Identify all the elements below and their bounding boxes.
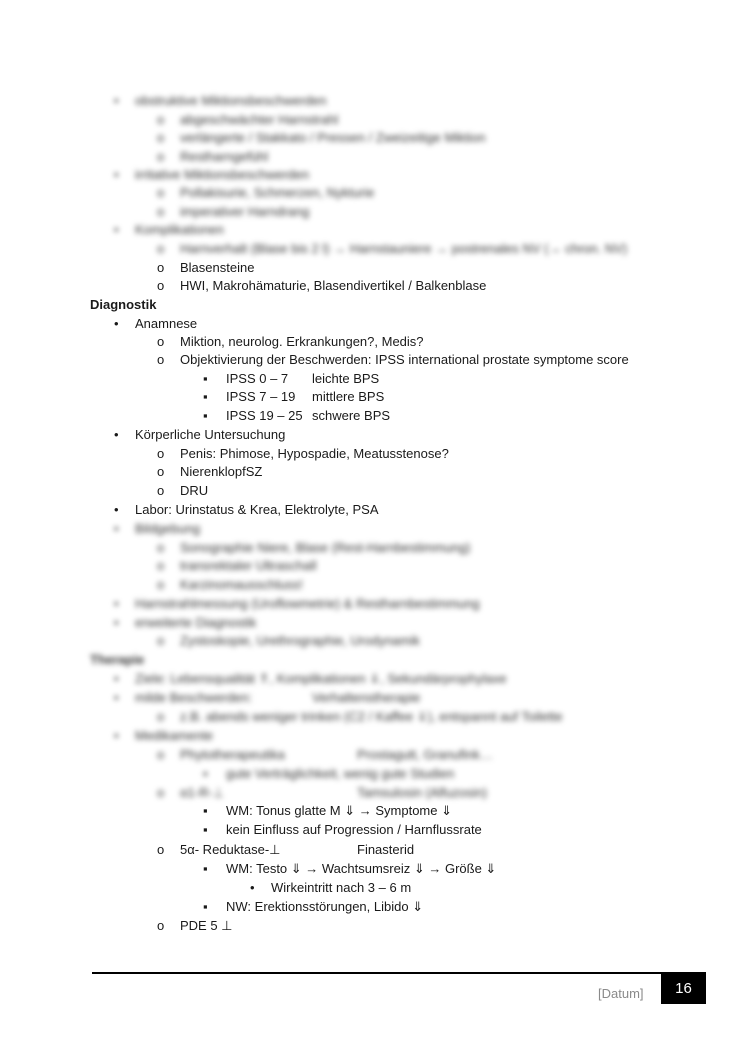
list-item: Anamnese	[135, 316, 198, 331]
bullet: o	[157, 464, 165, 479]
list-item: Medikamente	[135, 728, 214, 743]
bullet: o	[157, 446, 165, 461]
list-item: verlängerte / Stakkato / Pressen / Zweizeitige Miktion	[180, 130, 486, 145]
list-item: Pollakisurie, Schmerzen, Nykturie	[180, 185, 375, 200]
list-item: PDE 5 ⊥	[180, 918, 233, 933]
ipss-range: IPSS 0 – 7	[226, 371, 289, 386]
bullet: o	[157, 918, 165, 933]
list-item: NierenklopfSZ	[180, 464, 263, 479]
list-item: Harnverhalt (Blase bis 2 l) → Harnstauniere → postrenales NV (→ chron. NV)	[180, 241, 628, 256]
list-item-right: Tamsulosin (Alfuzosin)	[357, 785, 488, 800]
bullet: •	[114, 690, 119, 705]
list-item: Zystoskopie, Urethrographie, Urodynamik	[180, 633, 420, 648]
list-item: Blasensteine	[180, 260, 255, 275]
bullet: o	[157, 204, 165, 219]
bullet: •	[114, 427, 119, 442]
bullet: •	[114, 316, 119, 331]
bullet: •	[114, 728, 119, 743]
bullet: o	[157, 334, 165, 349]
bullet: o	[157, 241, 165, 256]
bullet: ▪	[203, 822, 208, 837]
bullet: •	[250, 880, 255, 895]
section-heading-diagnostik: Diagnostik	[90, 297, 157, 312]
ipss-range: IPSS 19 – 25	[226, 408, 303, 423]
bullet: •	[114, 222, 119, 237]
list-item: Harnstrahlmessung (Uroflowmetrie) & Restharnbestimmung	[135, 596, 480, 611]
list-item-right: Finasterid	[357, 842, 415, 857]
list-item: WM: Testo ⇓ → Wachtsumsreiz ⇓ → Größe ⇓	[226, 861, 497, 876]
list-item: milde Beschwerden:	[135, 690, 253, 705]
bullet: o	[157, 149, 165, 164]
bullet: •	[114, 671, 119, 686]
bullet: o	[157, 577, 165, 592]
bullet: o	[157, 185, 165, 200]
bullet: o	[157, 709, 165, 724]
bullet: •	[114, 167, 119, 182]
list-item: imperativer Harndrang	[180, 204, 310, 219]
list-item: Restharngefühl	[180, 149, 269, 164]
list-item: DRU	[180, 483, 209, 498]
bullet: ▪	[203, 861, 208, 876]
page-number: 16	[661, 973, 706, 1004]
bullet: ▪	[203, 803, 208, 818]
list-item: obstruktive Miktionsbeschwerden	[135, 93, 327, 108]
footer-divider	[92, 972, 706, 974]
bullet: ▪	[203, 408, 208, 423]
list-item: Labor: Urinstatus & Krea, Elektrolyte, PSA	[135, 502, 379, 517]
list-item: gute Verträglichkeit, wenig gute Studien	[226, 766, 455, 781]
bullet: o	[157, 558, 165, 573]
bullet: •	[114, 596, 119, 611]
bullet: o	[157, 352, 165, 367]
bullet: o	[157, 747, 165, 762]
list-item: Ziele: Lebensqualität ⇑, Komplikationen ⇓, Sekundärprophylaxe	[135, 671, 507, 686]
bullet: o	[157, 633, 165, 648]
bullet: ▪	[203, 371, 208, 386]
list-item: irritative Miktionsbeschwerden	[135, 167, 310, 182]
bullet: o	[157, 540, 165, 555]
list-item: transrektaler Ultraschall	[180, 558, 317, 573]
footer-date: [Datum]	[598, 986, 644, 1001]
list-item: 5α- Reduktase-⊥	[180, 842, 281, 857]
list-item: Wirkeintritt nach 3 – 6 m	[271, 880, 412, 895]
bullet: ▪	[203, 389, 208, 404]
list-item: kein Einfluss auf Progression / Harnflussrate	[226, 822, 482, 837]
bullet: •	[114, 93, 119, 108]
ipss-label: schwere BPS	[312, 408, 391, 423]
bullet: o	[157, 842, 165, 857]
bullet: •	[114, 521, 119, 536]
list-item: α1-R-⊥	[180, 785, 225, 800]
bullet: o	[157, 112, 165, 127]
bullet: o	[157, 260, 165, 275]
bullet: o	[157, 130, 165, 145]
bullet: ▪	[203, 899, 208, 914]
bullet: •	[114, 615, 119, 630]
list-item: Körperliche Untersuchung	[135, 427, 286, 442]
list-item-right: Prostagutt, Granufink…	[357, 747, 493, 762]
ipss-label: leichte BPS	[312, 371, 380, 386]
list-item: WM: Tonus glatte M ⇓ → Symptome ⇓	[226, 803, 452, 818]
list-item: Objektivierung der Beschwerden: IPSS international prostate symptome score	[180, 352, 629, 367]
list-item-right: Verhaltenstherapie	[312, 690, 421, 705]
ipss-label: mittlere BPS	[312, 389, 385, 404]
ipss-range: IPSS 7 – 19	[226, 389, 296, 404]
list-item: NW: Erektionsstörungen, Libido ⇓	[226, 899, 424, 914]
list-item: abgeschwächter Harnstrahl	[180, 112, 339, 127]
list-item: Phytotherapeutika	[180, 747, 285, 762]
list-item: Miktion, neurolog. Erkrankungen?, Medis?	[180, 334, 424, 349]
list-item: Bildgebung	[135, 521, 201, 536]
bullet: ▪	[203, 766, 208, 781]
bullet: o	[157, 785, 165, 800]
bullet: •	[114, 502, 119, 517]
list-item: Komplikationen	[135, 222, 224, 237]
section-heading-therapie: Therapie	[90, 652, 145, 667]
bullet: o	[157, 278, 165, 293]
list-item: z.B. abends weniger trinken (C2 / Kaffee ⇓), entspannt auf Toilette	[180, 709, 563, 724]
list-item: Karzinomausschluss!	[180, 577, 303, 592]
list-item: erweiterte Diagnostik	[135, 615, 257, 630]
bullet: o	[157, 483, 165, 498]
list-item: HWI, Makrohämaturie, Blasendivertikel / Balkenblase	[180, 278, 487, 293]
list-item: Sonographie Niere, Blase (Rest-Harnbestimmung)	[180, 540, 471, 555]
list-item: Penis: Phimose, Hypospadie, Meatusstenose?	[180, 446, 449, 461]
